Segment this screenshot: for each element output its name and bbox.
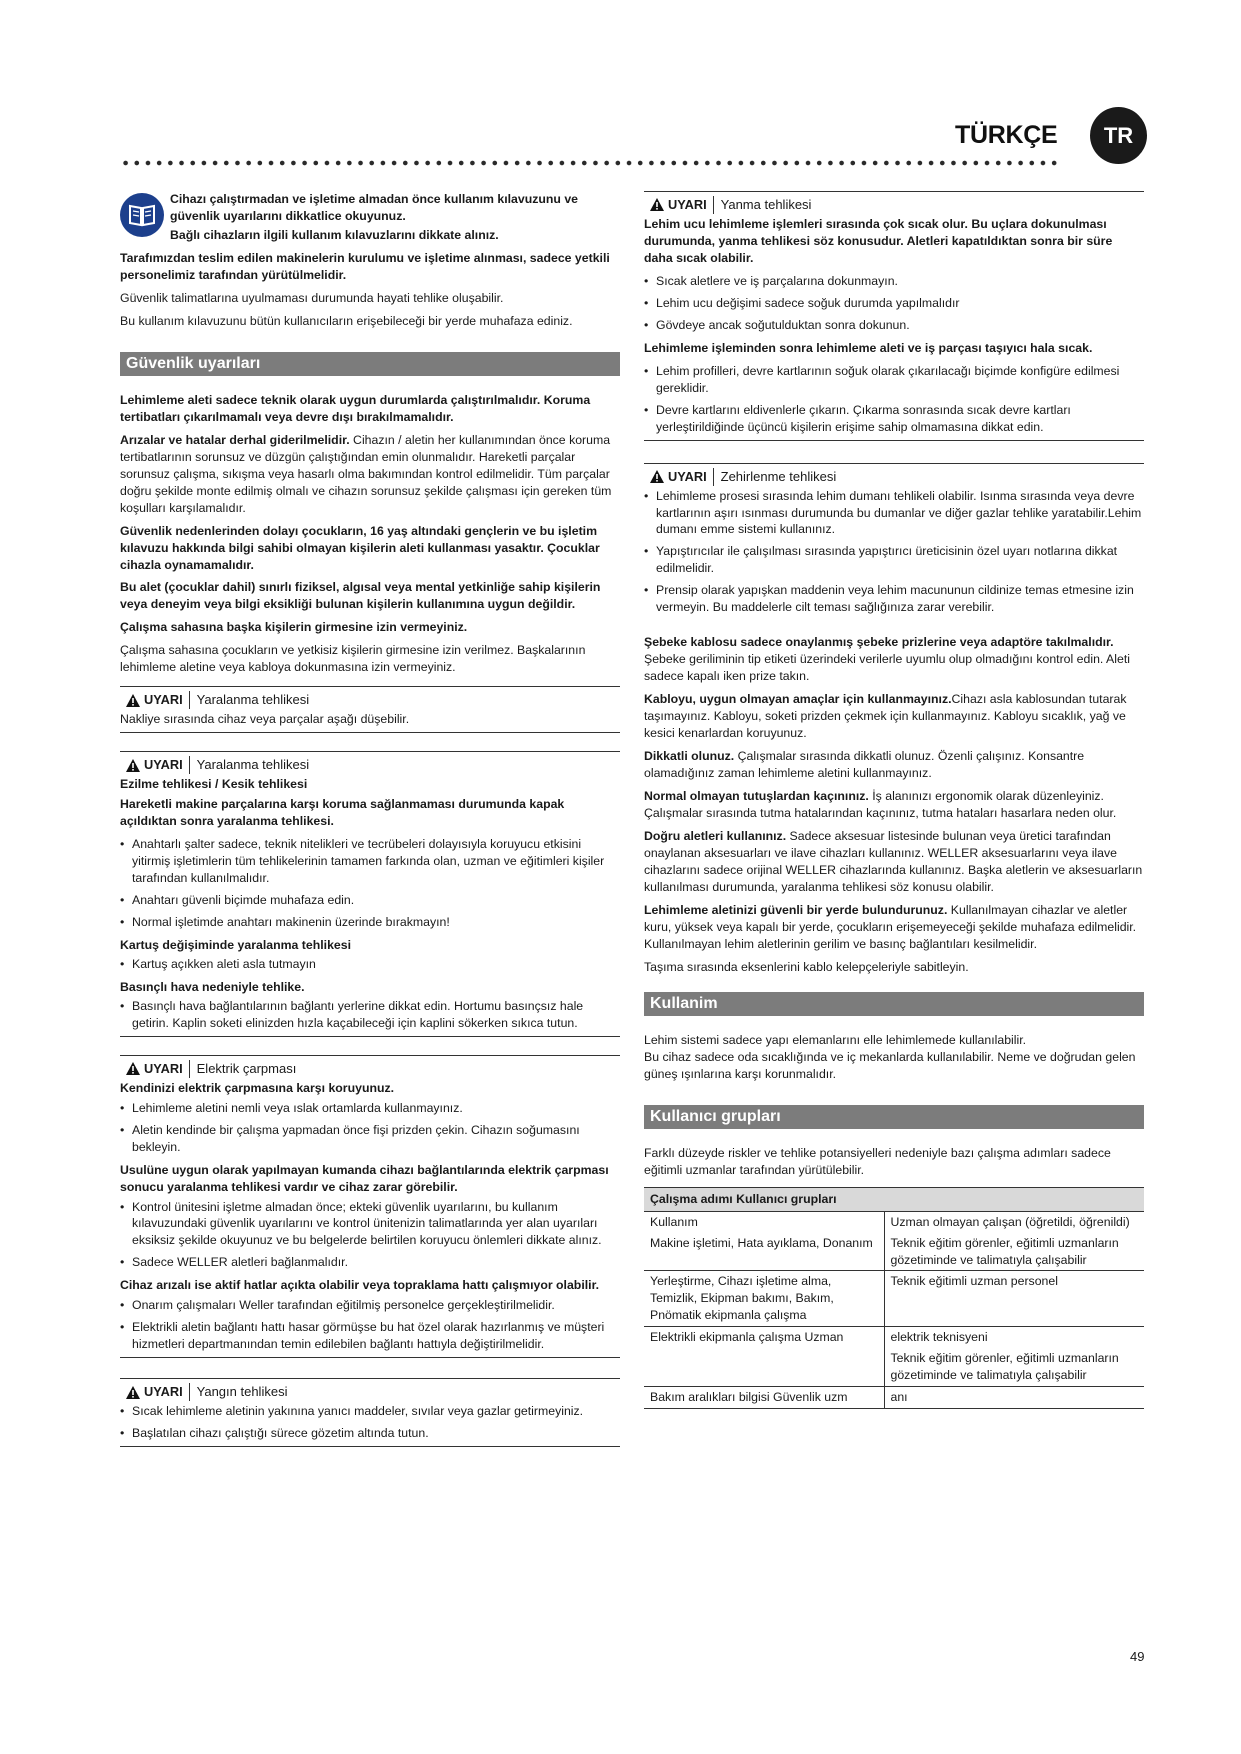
warning-text: Nakliye sırasında cihaz veya parçalar aşağı düşebilir. [120,712,410,727]
warning-title: Yanma tehlikesi [720,197,812,212]
table-cell: anı [884,1387,1144,1409]
warning-title: Elektrik çarpması [196,1060,297,1076]
list-item: • Sıcak lehimleme aletinin yakınına yanıcı maddeler, sıvılar veya gazlar getirmeyiniz. [120,1403,620,1420]
warning-bullet-list [120,998,620,1037]
rule-paragraph: Dikkatli olunuz. Çalışmalar sırasında dikkatli olunuz. Özenli çalışınız. Konsantre olamadığınız zaman lehimleme aletini kullanmayınız. [644,749,1085,781]
warning-bullet-list [120,1297,620,1358]
table-cell: elektrik teknisyeni [890,1330,988,1345]
warning-triangle-icon [126,1386,140,1399]
warning-para: Cihaz arızalı ise aktif hatlar açıkta olabilir veya topraklama hattı çalışmıyor olabilir. [120,1278,600,1293]
dotted-divider [120,159,1060,167]
table-cell: Makine işletimi, Hata ayıklama, Donanım [644,1233,884,1271]
warning-para: Hareketli makine parçalarına karşı koruma sağlanmaması durumunda kapak açıldıktan sonra yaralanma tehlikesi. [120,797,565,829]
warning-tag: UYARI [120,756,190,774]
table-cell: Teknik eğitim görenler, eğitimli uzmanların gözetiminde ve talimatıyla çalışabilir [884,1348,1144,1386]
table-row [644,1348,1144,1386]
page-number: 49 [1130,1649,1145,1664]
warning-box-injury-crush [120,751,620,1037]
warning-box-injury-transport [120,686,620,733]
table-cell: Uzman olmayan çalışan (öğretildi, öğrenildi) [890,1214,1130,1229]
intro-installation-note: Tarafımızdan teslim edilen makinelerin kurulumu ve işletime alınması, sadece yetkili personelimiz tarafından yürütülmelidir. [120,250,610,282]
warning-box-poisoning [644,463,1144,617]
warning-para: Lehimleme işleminden sonra lehimleme aleti ve iş parçası taşıyıcı hala sıcak. [644,340,1093,355]
table-cell: Teknik eğitimli uzman personel [884,1271,1144,1327]
table-cell: Kullanım [644,1211,884,1232]
rule-paragraph: Şebeke kablosu sadece onaylanmış şebeke prizlerine veya adaptöre takılmalıdır. Şebeke geriliminin tip etiketi üzerindeki verilerle uyumlu olup olmadığını kontrol edin. Aleti sadece kapalı iken prize takın. [644,635,1130,684]
language-title: TÜRKÇE [955,121,1058,149]
list-item: • Aletin kendinde bir çalışma yapmadan önce fişi prizden çekin. Cihazın soğumasını bekleyin. [120,1122,620,1156]
warning-title: Yaralanma tehlikesi [196,757,310,773]
list-item: • Kontrol ünitesini işletme almadan önce; ekteki güvenlik uyarılarını, bu kullanım kılavuzundaki güvenlik uyarılarını ve kontrol ünitenizin talimatlarında yer alan uyarıları eksiksiz şekilde okuyunuz ve bu belgelerde belirtilen koruyucu önlemleri dikkate alınız. [120,1199,620,1250]
rule-paragraph: Taşıma sırasında eksenlerini kablo kelepçeleriyle sabitleyin. [644,959,969,974]
table-cell: Elektrikli ekipmanla çalışma Uzman [644,1327,884,1348]
table-cell: Yerleştirme, Cihazı işletime alma, Temizlik, Ekipman bakımı, Bakım, Pnömatik ekipmanla çalışma [644,1271,884,1327]
warning-bullet-list [120,836,620,931]
intro-read-manual: Cihazı çalıştırmadan ve işletime almadan önce kullanım kılavuzunu ve güvenlik uyarılarını dikkatlice okuyunuz. [170,192,578,223]
safety-p3: Güvenlik nedenlerinden dolayı çocukların, 16 yaş altındaki gençlerin ve bu işletim kılavuzu hakkında bilgi sahibi olmayan kişilerin aleti kullanması yasaktır. Çocuklar cihazla oynamamalıdır. [120,523,600,572]
list-item: • Lehimleme aletini nemli veya ıslak ortamlarda kullanmayınız. [120,1100,620,1117]
list-item: • Sıcak aletlere ve iş parçalarına dokunmayın. [644,273,1144,290]
list-item: • Devre kartlarını eldivenlerle çıkarın. Çıkarma sonrasında sıcak devre kartları yerleştirildiğinde üçüncü kişilerin erişime sahip olmamasına dikkat edin. [644,402,1144,436]
warning-para: Usulüne uygun olarak yapılmayan kumanda cihazı bağlantılarında elektrik çarpması sonucu yaralanma tehlikesi vardır ve cihaz zarar görebilir. [120,1162,609,1194]
safety-p1: Lehimleme aleti sadece teknik olarak uygun durumlarda çalıştırılmalıdır. Koruma tertibatları çıkarılmamalı veya devre dışı bırakılmamalıdır. [120,392,591,424]
section-heading-user-groups: Kullanıcı grupları [644,1105,1144,1129]
warning-box-fire [120,1378,620,1447]
safety-p5: Çalışma sahasına başka kişilerin girmesine izin vermeyiniz. [120,620,468,635]
list-item: • Normal işletimde anahtarı makinenin üzerinde bırakmayın! [120,914,620,931]
list-item: • Kartuş açıkken aleti asla tutmayın [120,956,620,973]
warning-title: Zehirlenme tehlikesi [720,468,837,484]
list-item: • Gövdeye ancak soğutulduktan sonra dokunun. [644,317,1144,334]
warning-bullet-list [644,363,1144,441]
warning-title: Yaralanma tehlikesi [196,692,310,708]
table-cell [644,1348,884,1386]
warning-bullet-list [644,273,1144,334]
warning-subtitle: Ezilme tehlikesi / Kesik tehlikesi [120,777,308,792]
right-column [644,191,1144,1409]
user-groups-intro: Farklı düzeyde riskler ve tehlike potansiyelleri nedeniyle bazı çalışma adımları sadece eğitimli uzmanlar tarafından yürütülebilir. [644,1145,1111,1177]
language-badge: TR [1090,107,1147,164]
list-item: • Başlatılan cihazı çalıştığı sürece gözetim altında tutun. [120,1425,620,1442]
warning-triangle-icon [650,198,664,211]
warning-bullet-list [120,956,620,973]
warning-tag: UYARI [644,468,714,486]
list-item: • Prensip olarak yapışkan maddenin veya lehim macununun cildinize temas etmesine izin vermeyin. Bu maddelerle cilt teması sağlığınıza zarar verebilir. [644,582,1144,616]
general-rules [644,634,1144,975]
table-row [644,1233,1144,1271]
rule-paragraph: Lehimleme aletinizi güvenli bir yerde bulundurunuz. Kullanılmayan cihazlar ve aletler kuru, yüksek veya kapalı bir yerde, çocukların erişemeyeceği şekilde muhafaza edilmelidir. Kullanılmayan lehim aletlerinin gerilim ve basınç bağlantıları kesilmelidir. [644,902,1137,951]
list-item: • Elektrikli aletin bağlantı hattı hasar görmüşse bu hat özel olarak hazırlanmış ve müşteri hizmetleri departmanından temin edilebilen bağlantı hattıyla değiştirilmelidir. [120,1319,620,1353]
list-item: • Sadece WELLER aletleri bağlanmalıdır. [120,1254,620,1271]
intro-connected-devices: Bağlı cihazların ilgili kullanım kılavuzlarını dikkate alınız. [170,227,499,242]
table-row [644,1271,1144,1327]
list-item: • Anahtarlı şalter sadece, teknik nitelikleri ve tecrübeleri dolayısıyla koruyucu etkisini yitirmiş işletimlerin tüm tehlikelerinin tamamen farkında olan, uzman ve eğitimleri kişiler tarafından kullanılmalıdır. [120,836,620,887]
read-manual-icon [120,193,164,237]
list-item: • Lehim profilleri, devre kartlarının soğuk olarak çıkarılacağı biçimde konfigüre edilmesi gereklidir. [644,363,1144,397]
warning-tag: UYARI [120,1383,190,1401]
warning-triangle-icon [126,759,140,772]
safety-p2: Arızalar ve hatalar derhal giderilmelidir. Cihazın / aletin her kullanımından önce koruma tertibatlarının sorunsuz ve düzgün çalıştığından emin olunmalıdır. Hareketli parçalar sorunsuz çalışma, sıkışma veya hasarlı olma bakımından kontrol edilmelidir. Tüm parçalar doğru şekilde monte edilmiş olmalı ve cihazın sorunsuz şekilde çalışması için gereken tüm koşulları karşılamalıdır. [120,432,612,515]
table-cell: Teknik eğitim görenler, eğitimli uzmanların gözetiminde ve talimatıyla çalışabilir [884,1233,1144,1271]
list-item: • Basınçlı hava bağlantılarının bağlantı yerlerine dikkat edin. Hortumu basınçsız hale getirin. Kaplin soketi elinizden hızla kaçabileceği için kaplini sökerken sıkıca tutun. [120,998,620,1032]
warning-bullet-list [644,488,1144,617]
warning-tag: UYARI [120,691,190,709]
intro-block [120,191,620,244]
section-heading-usage: Kullanim [644,992,1144,1016]
warning-title: Yangın tehlikesi [196,1384,288,1400]
warning-bullet-list [120,1100,620,1156]
warning-tag: UYARI [644,196,714,214]
usage-p1: Lehim sistemi sadece yapı elemanlarını elle lehimlemede kullanılabilir. [644,1032,1027,1047]
warning-box-burn [644,191,1144,441]
table-header: Çalışma adımı Kullanıcı grupları [644,1187,1144,1211]
warning-subtitle: Basınçlı hava nedeniyle tehlike. [120,979,305,994]
list-item: • Yapıştırıcılar ile çalışılması sırasında yapıştırıcı üreticisinin özel uyarı notlarına dikkat edilmelidir. [644,543,1144,577]
list-item: • Onarım çalışmaları Weller tarafından eğitilmiş personelce gerçekleştirilmelidir. [120,1297,620,1314]
warning-triangle-icon [650,470,664,483]
warning-subtitle: Kendinizi elektrik çarpmasına karşı koruyunuz. [120,1080,395,1095]
table-row [644,1211,1144,1232]
left-column [120,191,620,1447]
warning-tag: UYARI [120,1060,190,1078]
warning-triangle-icon [126,1062,140,1075]
warning-bullet-list [120,1199,620,1272]
list-item: • Anahtarı güvenli biçimde muhafaza edin. [120,892,620,909]
rule-paragraph: Normal olmayan tutuşlardan kaçınınız. İş alanınızı ergonomik olarak düzenleyiniz. Çalışmalar sırasında tutma hatalarından kaçınınız, tutma hataları hasarlara neden olur. [644,789,1117,821]
list-item: • Lehim ucu değişimi sadece soğuk durumda yapılmalıdır [644,295,1144,312]
intro-danger-note: Güvenlik talimatlarına uyulmaması durumunda hayati tehlike oluşabilir. [120,290,504,305]
safety-p6: Çalışma sahasına çocukların ve yetkisiz kişilerin girmesine izin verilmez. Başkalarının lehimleme aletine veya kabloya dokunmasına izin vermeyiniz. [120,643,586,675]
rule-paragraph: Doğru aletleri kullanınız. Sadece aksesuar listesinde bulunan veya üretici tarafından onaylanan aksesuarları ve ilave cihazları kullanınız. WELLER aksesuarlarını veya ilave cihazlarını sadece orijinal WELLER cihazlarında kullanınız. Başka aletlerin ve aksesuarların kullanılması durumunda, yaralanma tehlikesi söz konusu olabilir. [644,829,1143,894]
rule-paragraph: Kabloyu, uygun olmayan amaçlar için kullanmayınız.Cihazı asla kablosundan tutarak taşımayınız. Kabloyu, soketi prizden çekmek için kullanmayınız. Kabloyu sıcaklık, yağ ve kesici kenarlardan koruyunuz. [644,692,1127,741]
warning-subtitle: Kartuş değişiminde yaralanma tehlikesi [120,937,351,952]
intro-keep-manual: Bu kullanım kılavuzunu bütün kullanıcıların erişebileceği bir yerde muhafaza ediniz. [120,313,573,328]
warning-triangle-icon [126,694,140,707]
warning-bullet-list [120,1403,620,1447]
table-cell: Bakım aralıkları bilgisi Güvenlik uzm [644,1387,884,1409]
usage-p2: Bu cihaz sadece oda sıcaklığında ve iç mekanlarda kullanılabilir. Neme ve doğrudan gelen güneş ışınlarına karşı korunmalıdır. [644,1049,1136,1081]
table-row [644,1327,1144,1348]
user-groups-table [644,1187,1144,1410]
warning-box-electric-shock [120,1055,620,1359]
warning-para: Lehim ucu lehimleme işlemleri sırasında çok sıcak olur. Bu uçlara dokunulması durumunda, yanma tehlikesi söz konusudur. Aletleri kapatıldıktan sonra bir süre daha sıcak olabilir. [644,216,1113,265]
list-item: • Lehimleme prosesi sırasında lehim dumanı tehlikeli olabilir. Isınma sırasında veya devre kartlarının aşırı ısınması durumunda bu dumanlar ve diğer gazlar tehlike yaratabilir.Lehim dumanı emme sistemi kullanınız. [644,488,1144,539]
table-row [644,1387,1144,1409]
safety-p4: Bu alet (çocuklar dahil) sınırlı fiziksel, algısal veya mental yetkinliğe sahip kişilerin veya deneyim veya bilgi eksikliği bulunan kişilerin kullanımına uygun değildir. [120,580,601,612]
section-heading-safety: Güvenlik uyarıları [120,352,620,376]
